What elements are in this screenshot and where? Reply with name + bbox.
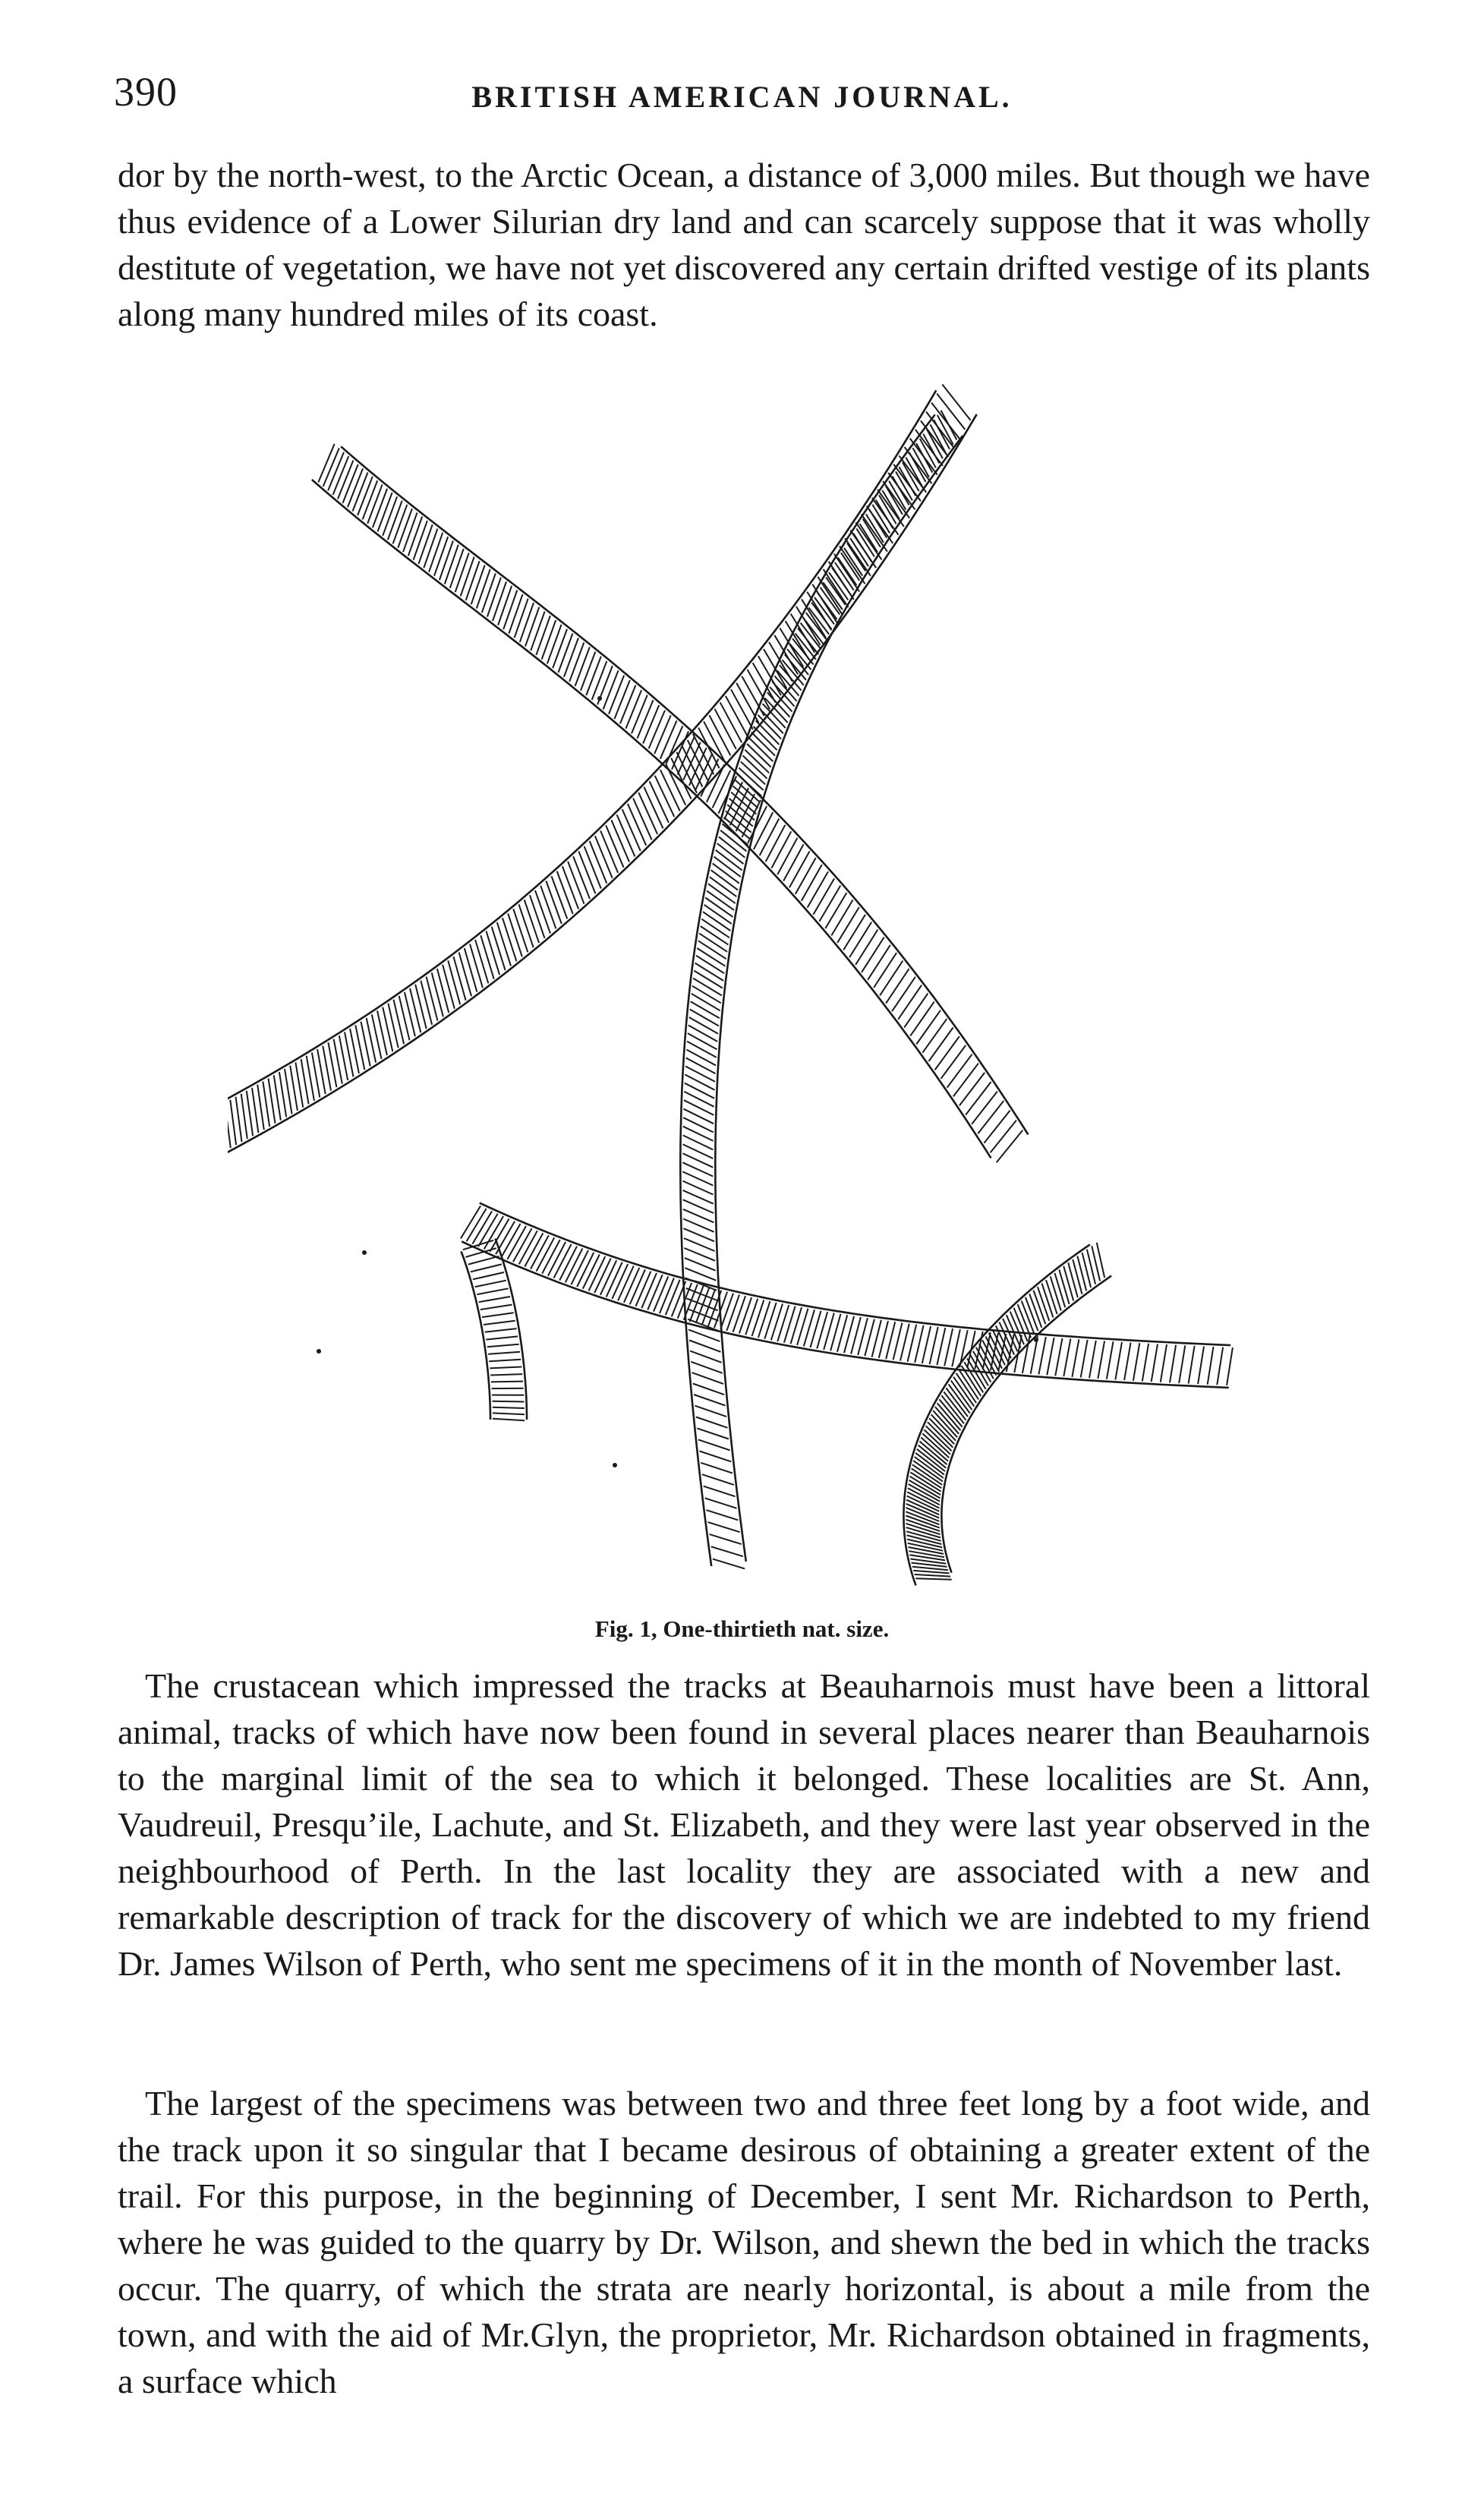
speck-mark <box>597 696 602 701</box>
track-band-right <box>903 1243 1111 1585</box>
track-band-crossing <box>312 444 1029 1163</box>
track-band-lower <box>461 1203 1233 1388</box>
paragraph-1: dor by the north-west, to the Arctic Ocean, a distance of 3,000 miles. But though we have thus evidence of a Lower Silurian dry land and can scarcely suppose that it was wholly destitute of vegetation, we have not yet discovered any certain drifted vestige of its plants along many hundred miles of its coast. <box>118 156 1370 333</box>
fossil-tracks-illustration <box>228 372 1245 1602</box>
running-title: BRITISH AMERICAN JOURNAL. <box>471 80 1013 114</box>
paragraph-2: The crustacean which impressed the tracks at Beauharnois must have been a littoral animal, tracks of which have now been found in several places nearer than Beauharnois to the marginal limit of the sea to which it belonged. These localities are St. Ann, Vaudreuil, Presqu’ile, Lachute, and St. Elizabeth, and they were last year observed in the neighbourhood of Perth. In the last locality they are associated with a new and remarkable description of track for the discovery of which we are indebted to my friend Dr. James Wilson of Perth, who sent me specimens of it in the month of November last. <box>118 1666 1370 1983</box>
paragraph-3: The largest of the specimens was between two and three feet long by a foot wide, and the track upon it so singular that I became desirous of obtaining a greater extent of the trail. For this purpose, in the beginning of December, I sent Mr. Richardson to Perth, where he was guided to the quarry by Dr. Wilson, and shewn the bed in which the tracks occur. The quarry, of which the strata are nearly horizontal, is about a mile from the town, and with the aid of Mr.Glyn, the proprietor, Mr. Richardson obtained in fragments, a surface which <box>118 2084 1370 2400</box>
speck-mark <box>317 1349 321 1354</box>
track-figure <box>228 372 1245 1602</box>
speck-mark <box>362 1250 367 1255</box>
track-band-central <box>680 411 963 1569</box>
speck-mark <box>613 1463 617 1467</box>
figure-caption: Fig. 1, One-thirtieth nat. size. <box>594 1615 890 1642</box>
track-band-long <box>228 384 977 1199</box>
page-number: 390 <box>114 69 178 115</box>
speck-mark <box>1034 1338 1038 1342</box>
running-header <box>114 68 1370 129</box>
